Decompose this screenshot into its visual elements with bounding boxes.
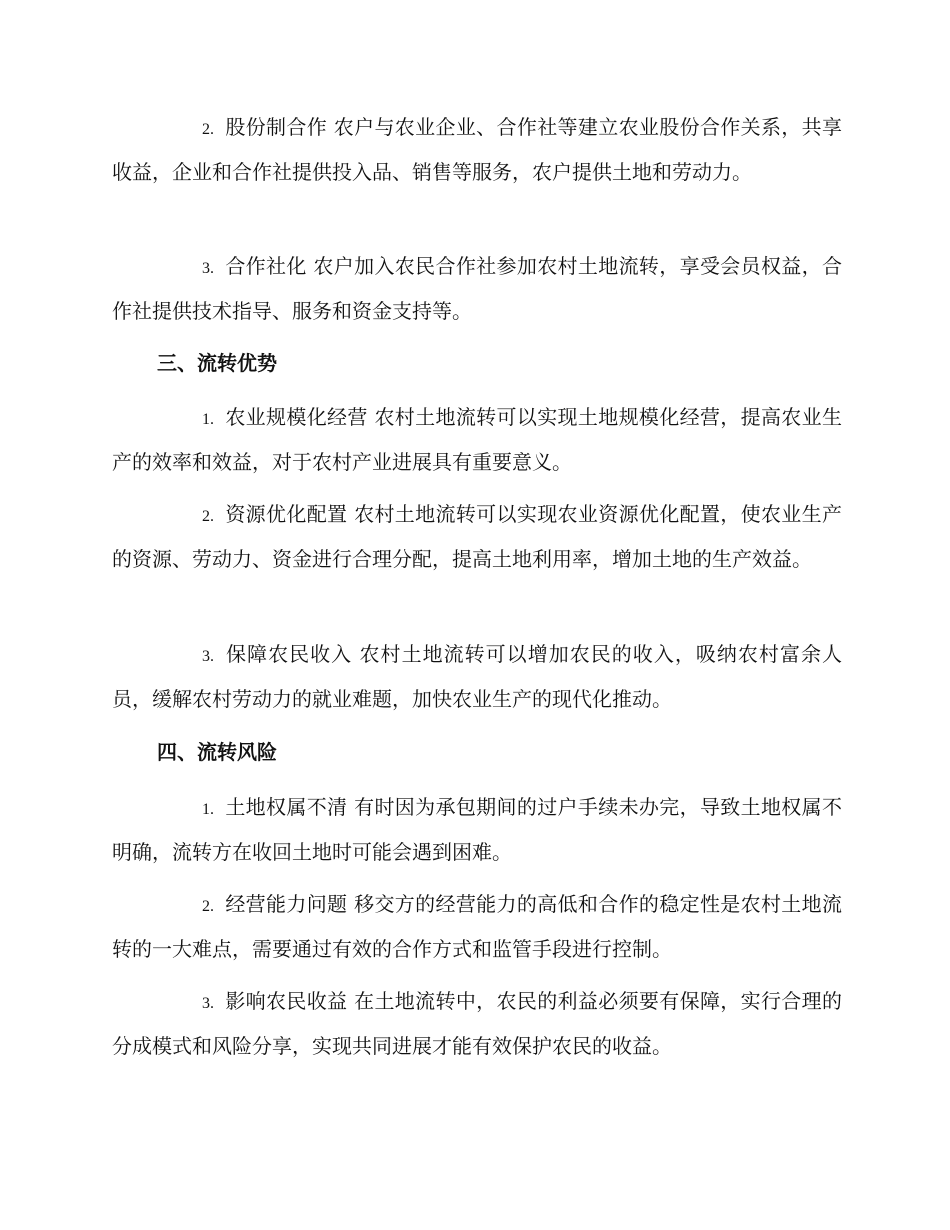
- list-item: [112, 633, 842, 721]
- list-item: [112, 245, 842, 333]
- list-item: [112, 786, 842, 874]
- list-item: [112, 883, 842, 971]
- item-number: 3.: [202, 995, 214, 1012]
- item-number: 1.: [202, 801, 214, 818]
- item-number: 1.: [202, 411, 214, 428]
- list-item: [112, 396, 842, 484]
- list-item: [112, 106, 842, 194]
- item-text: 农业规模化经营 农村土地流转可以实现土地规模化经营，提高农业生产的效率和效益，对于农村产业进展具有重要意义。: [112, 405, 842, 474]
- item-number: 2.: [202, 508, 214, 525]
- list-item: [112, 493, 842, 581]
- item-text: 影响农民收益 在土地流转中，农民的利益必须要有保障，实行合理的分成模式和风险分享，实现共同进展才能有效保护农民的收益。: [112, 989, 842, 1058]
- item-number: 3.: [202, 648, 214, 665]
- item-text: 土地权属不清 有时因为承包期间的过户手续未办完，导致土地权属不明确，流转方在收回土地时可能会遇到困难。: [112, 795, 842, 864]
- section-heading: 三、流转优势: [157, 351, 277, 375]
- item-text: 保障农民收入 农村土地流转可以增加农民的收入，吸纳农村富余人员，缓解农村劳动力的就业难题，加快农业生产的现代化推动。: [112, 642, 842, 711]
- item-text: 合作社化 农户加入农民合作社参加农村土地流转，享受会员权益，合作社提供技术指导、服务和资金支持等。: [112, 254, 842, 323]
- list-item: [112, 980, 842, 1068]
- item-text: 资源优化配置 农村土地流转可以实现农业资源优化配置，使农业生产的资源、劳动力、资金进行合理分配，提高土地利用率，增加土地的生产效益。: [112, 502, 842, 571]
- item-number: 3.: [202, 260, 214, 277]
- item-number: 2.: [202, 898, 214, 915]
- section-heading: 四、流转风险: [157, 740, 277, 764]
- item-text: 股份制合作 农户与农业企业、合作社等建立农业股份合作关系，共享收益，企业和合作社提供投入品、销售等服务，农户提供土地和劳动力。: [112, 115, 842, 184]
- item-text: 经营能力问题 移交方的经营能力的高低和合作的稳定性是农村土地流转的一大难点，需要通过有效的合作方式和监管手段进行控制。: [112, 892, 842, 961]
- item-number: 2.: [202, 121, 214, 138]
